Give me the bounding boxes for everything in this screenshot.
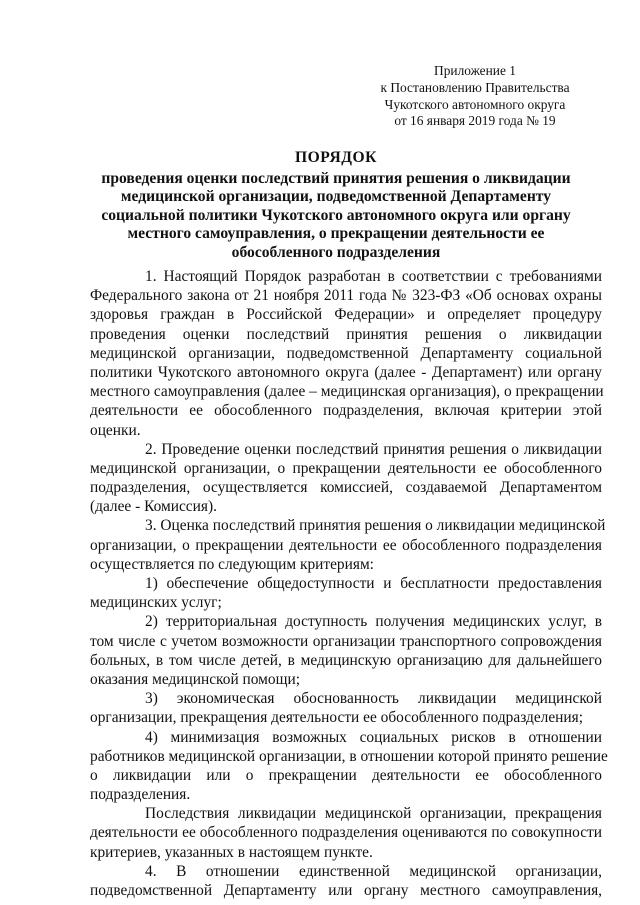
body-line: медицинской организации, о прекращении деятельности ее обособленного xyxy=(90,459,602,477)
body-line: том числе с учетом возможности организации транспортного сопровождения xyxy=(90,632,602,650)
body-line: 3. Оценка последствий принятия решения о ликвидации медицинской xyxy=(145,517,606,535)
appendix-line: Приложение 1 xyxy=(434,63,516,78)
body-line: работников медицинской организации, в отношении которой принято решение xyxy=(90,747,608,765)
body-line: оценки. xyxy=(90,421,141,439)
body-line: критериев, указанных в настоящем пункте. xyxy=(90,843,373,861)
body-line: о ликвидации или о прекращении деятельности ее обособленного xyxy=(90,766,602,784)
body-line: подведомственной Департаменту или органу местного самоуправления, xyxy=(90,882,602,899)
title-line: местного самоуправления, о прекращении деятельности ее xyxy=(127,225,545,243)
body-line: осуществляется по следующим критериям: xyxy=(90,555,374,573)
body-line: Федерального закона от 21 ноября 2011 года № 323-ФЗ «Об основах охраны xyxy=(90,287,602,305)
body-line: 1. Настоящий Порядок разработан в соответствии с требованиями xyxy=(145,268,602,285)
appendix-line: Чукотского автономного округа xyxy=(384,96,566,112)
document-title xyxy=(60,149,612,263)
appendix-line: к Постановлению Правительства xyxy=(380,79,570,95)
title-line: проведения оценки последствий принятия решения о ликвидации xyxy=(101,169,571,187)
body-line: здоровья граждан в Российской Федерации» и определяет процедуру xyxy=(90,306,602,324)
body-line: 3) экономическая обоснованность ликвидации медицинской xyxy=(145,690,602,708)
body-line: 4) минимизация возможных социальных рисков в отношении xyxy=(145,728,602,746)
body-line: деятельности ее обособленного подразделения оцениваются по совокупности xyxy=(90,824,602,842)
title-heading: ПОРЯДОК xyxy=(295,149,377,166)
body-line: (далее - Комиссия). xyxy=(90,498,217,516)
body-line: местного самоуправления (далее – медицинская организация), о прекращении xyxy=(90,383,604,401)
body-line: политики Чукотского автономного округа (далее - Департамент) или органу xyxy=(90,363,602,381)
body-line: подразделения, осуществляется комиссией, создаваемой Департаментом xyxy=(90,479,602,497)
title-line: социальной политики Чукотского автономного округа или органу xyxy=(101,206,571,224)
body-line: организации, о прекращении деятельности ее обособленного подразделения xyxy=(90,536,602,554)
body-line: организации, прекращения деятельности ее обособленного подразделения; xyxy=(90,709,584,727)
body-line: подразделения. xyxy=(90,786,191,804)
title-line: медицинской организации, подведомственной Департаменту xyxy=(120,188,552,206)
appendix-header xyxy=(360,63,590,130)
body-line: Последствия ликвидации медицинской организации, прекращения xyxy=(145,805,602,823)
body-line: 1) обеспечение общедоступности и бесплатности предоставления xyxy=(145,575,602,592)
appendix-line: от 16 января 2019 года № 19 xyxy=(394,113,556,129)
body-line: 2. Проведение оценки последствий принятия решения о ликвидации xyxy=(145,440,602,458)
body-line: деятельности ее обособленного подразделения, включая критерии этой xyxy=(90,402,602,420)
body-line: оказания медицинской помощи; xyxy=(90,670,300,688)
body-line: больных, в том числе детей, в медицинскую организацию для дальнейшего xyxy=(90,651,602,669)
body-line: проведения оценки последствий принятия решения о ликвидации xyxy=(90,325,602,343)
document-body xyxy=(90,267,608,900)
body-line: медицинской организации, подведомственной Департаменту социальной xyxy=(90,344,602,362)
body-line: 2) территориальная доступность получения медицинских услуг, в xyxy=(145,613,602,631)
body-line: 4. В отношении единственной медицинской организации, xyxy=(145,862,602,880)
title-line: обособленного подразделения xyxy=(231,243,441,261)
body-line: медицинских услуг; xyxy=(90,594,222,612)
